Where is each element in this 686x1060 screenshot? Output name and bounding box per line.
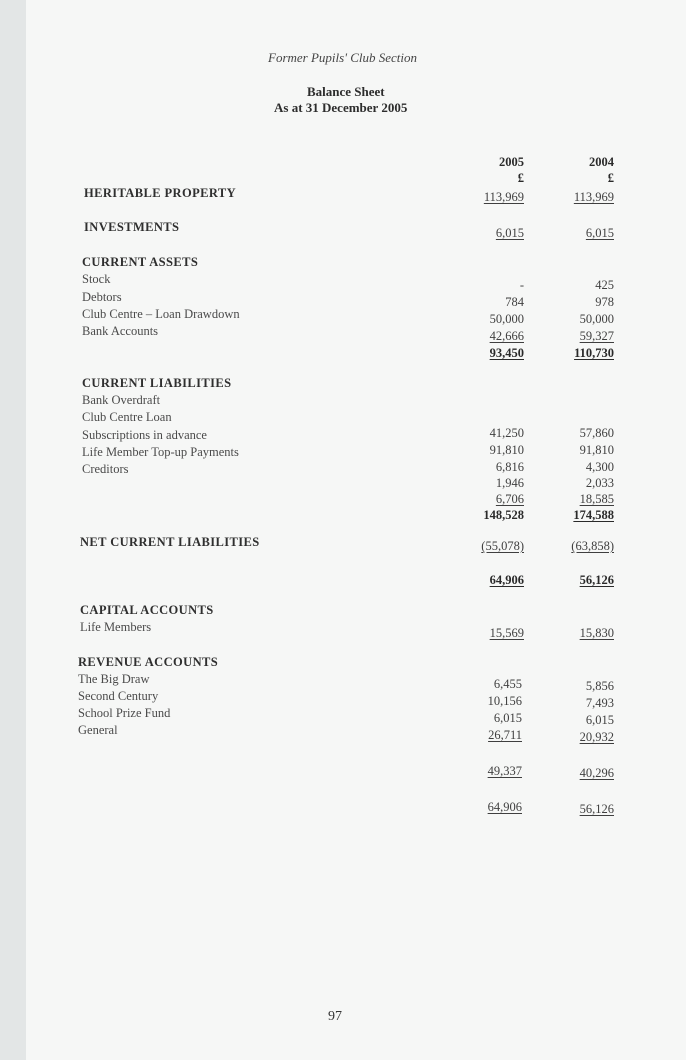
current-assets-total-2004: 110,730 — [574, 346, 614, 360]
value-2005: - — [519, 278, 524, 292]
value-2005: 91,810 — [489, 443, 524, 457]
line-item-label: School Prize Fund — [78, 706, 171, 720]
value-2005: 6,455 — [493, 677, 522, 691]
value-2004: 57,860 — [579, 426, 614, 440]
line-item-label: General — [78, 723, 118, 737]
column-header-2005: 2005 — [499, 155, 524, 169]
line-item-label: Bank Overdraft — [82, 393, 161, 407]
value-2005: 50,000 — [489, 312, 524, 326]
current-liabilities-total-2004: 174,588 — [573, 508, 614, 522]
investments-2004: 6,015 — [585, 226, 614, 240]
net-current-2005: (55,078) — [481, 539, 524, 553]
page-title: Balance Sheet — [307, 84, 385, 99]
section-current-assets: CURRENT ASSETS — [82, 255, 199, 269]
net-assets-2005: 64,906 — [489, 573, 524, 587]
grand-total-2004: 56,126 — [579, 802, 614, 816]
currency-2004: £ — [607, 171, 614, 185]
line-item-label: Life Members — [80, 620, 152, 634]
line-item-label: Subscriptions in advance — [82, 428, 207, 442]
line-item-label: Club Centre Loan — [82, 410, 172, 424]
value-2004: 15,830 — [579, 626, 614, 640]
grand-total-2005: 64,906 — [487, 800, 522, 814]
value-2005: 41,250 — [489, 426, 524, 440]
revenue-total-2005: 49,337 — [487, 764, 522, 778]
line-item-label: Stock — [82, 272, 111, 286]
net-assets-2004: 56,126 — [579, 573, 614, 587]
value-2004: 59,327 — [579, 329, 614, 343]
value-2004: 91,810 — [579, 443, 614, 457]
line-item-label: Debtors — [82, 290, 122, 304]
line-item-label: The Big Draw — [78, 672, 150, 686]
current-liabilities-total-2005: 148,528 — [483, 508, 524, 522]
line-item-label: Club Centre – Loan Drawdown — [82, 307, 240, 321]
section-current-liabilities: CURRENT LIABILITIES — [82, 376, 232, 390]
value-2004: 978 — [595, 295, 614, 309]
current-assets-total-2005: 93,450 — [489, 346, 524, 360]
section-net-current-liabilities: NET CURRENT LIABILITIES — [80, 535, 260, 549]
line-item-label: Second Century — [78, 689, 159, 703]
value-2004: 20,932 — [579, 730, 614, 744]
value-2005: 6,706 — [495, 492, 524, 506]
value-2005: 42,666 — [489, 329, 524, 343]
value-2004: 5,856 — [585, 679, 614, 693]
section-capital-accounts: CAPITAL ACCOUNTS — [80, 603, 214, 617]
page-subtitle: As at 31 December 2005 — [274, 100, 408, 115]
value-2004: 18,585 — [579, 492, 614, 506]
revenue-total-2004: 40,296 — [579, 766, 614, 780]
value-2005: 1,946 — [495, 476, 524, 490]
value-2005: 6,816 — [495, 460, 524, 474]
investments-2005: 6,015 — [495, 226, 524, 240]
value-2004: 2,033 — [585, 476, 614, 490]
section-investments: INVESTMENTS — [84, 220, 180, 234]
value-2005: 10,156 — [487, 694, 522, 708]
value-2004: 425 — [595, 278, 614, 292]
value-2004: 6,015 — [585, 713, 614, 727]
value-2005: 26,711 — [488, 728, 522, 742]
currency-2005: £ — [517, 171, 524, 185]
line-item-label: Creditors — [82, 462, 129, 476]
section-heading: Former Pupils' Club Section — [268, 50, 418, 65]
heritable-2004: 113,969 — [573, 190, 614, 204]
section-heritable-property: HERITABLE PROPERTY — [84, 186, 237, 200]
section-revenue-accounts: REVENUE ACCOUNTS — [78, 655, 219, 669]
document-page — [26, 0, 686, 1060]
page-number: 97 — [328, 1009, 342, 1024]
net-current-2004: (63,858) — [571, 539, 614, 553]
value-2004: 7,493 — [585, 696, 614, 710]
value-2005: 15,569 — [489, 626, 524, 640]
value-2005: 784 — [505, 295, 524, 309]
line-item-label: Life Member Top-up Payments — [82, 445, 239, 459]
value-2005: 6,015 — [493, 711, 522, 725]
value-2004: 50,000 — [579, 312, 614, 326]
column-header-2004: 2004 — [589, 155, 614, 169]
line-item-label: Bank Accounts — [82, 324, 159, 338]
heritable-2005: 113,969 — [483, 190, 524, 204]
value-2004: 4,300 — [585, 460, 614, 474]
